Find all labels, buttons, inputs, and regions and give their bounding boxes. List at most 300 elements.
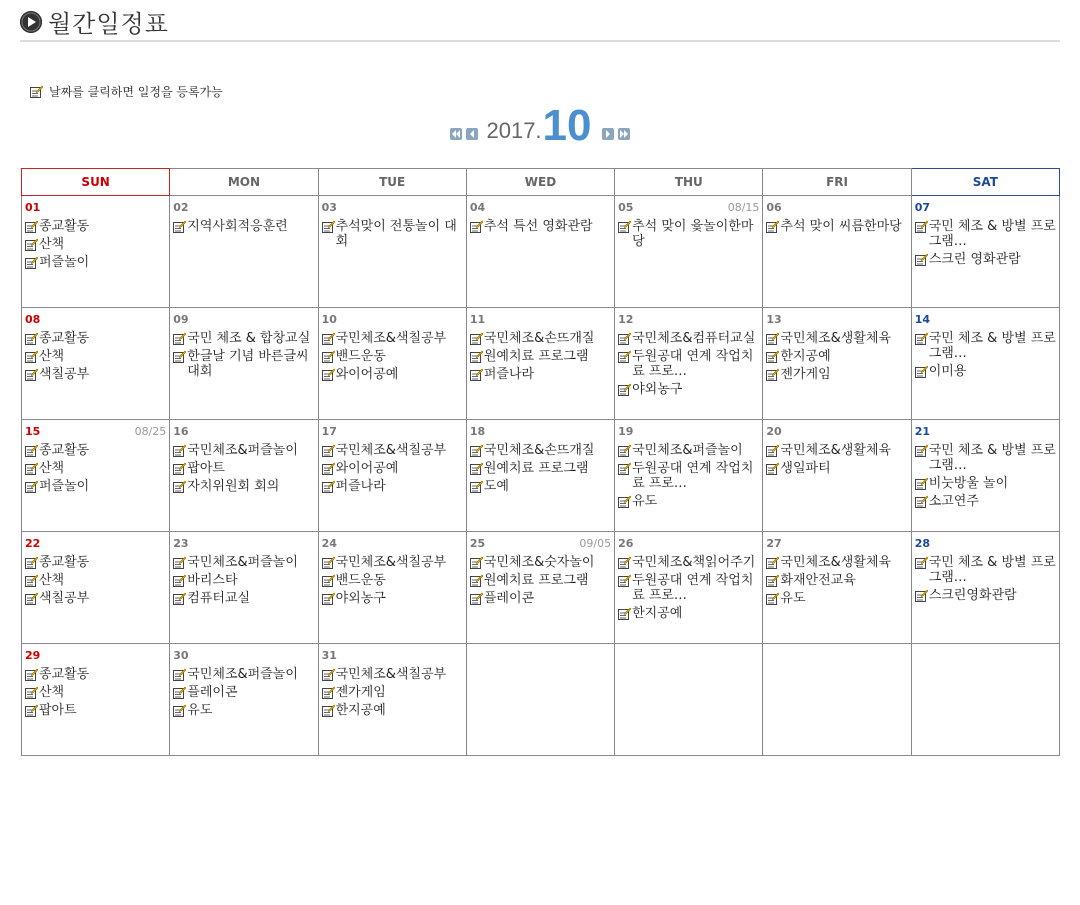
schedule-event[interactable]	[322, 479, 463, 494]
event-title: 국민체조&색칠공부	[335, 443, 447, 458]
day-cell-content	[615, 196, 762, 304]
monthly-calendar	[21, 168, 1060, 756]
schedule-event[interactable]	[470, 219, 611, 234]
schedule-event[interactable]	[470, 461, 611, 476]
calendar-day-cell[interactable]	[763, 196, 911, 308]
day-number[interactable]: 10	[321, 313, 337, 326]
schedule-event[interactable]	[322, 219, 463, 249]
calendar-day-cell[interactable]	[763, 308, 911, 420]
schedule-event[interactable]	[470, 573, 611, 588]
prev-year-button[interactable]	[450, 128, 462, 140]
event-title: 화재안전교육	[780, 573, 856, 588]
calendar-day-cell[interactable]	[466, 420, 614, 532]
day-cell-content	[22, 196, 169, 304]
memo-edit-icon	[470, 444, 483, 457]
memo-edit-icon	[915, 477, 928, 490]
schedule-event[interactable]	[618, 443, 759, 458]
calendar-day-cell[interactable]	[22, 308, 170, 420]
memo-edit-icon	[470, 462, 483, 475]
schedule-event[interactable]	[25, 591, 166, 606]
schedule-event[interactable]	[322, 443, 463, 458]
schedule-event[interactable]	[618, 331, 759, 346]
event-title: 플레이콘	[483, 591, 535, 606]
day-cell-content	[763, 196, 910, 304]
schedule-event[interactable]	[915, 331, 1056, 361]
memo-edit-icon	[470, 368, 483, 381]
memo-edit-icon	[25, 256, 38, 269]
event-title: 와이어공예	[335, 461, 399, 476]
event-title: 자치위원회 회의	[187, 479, 280, 494]
memo-edit-icon	[470, 350, 483, 363]
day-number[interactable]: 14	[914, 313, 930, 326]
schedule-event[interactable]	[322, 591, 463, 606]
event-title: 추석 특선 영화관람	[483, 219, 593, 234]
day-cell-content	[912, 644, 1059, 752]
event-title: 국민체조&생활체육	[780, 443, 892, 458]
day-cell-content	[319, 532, 466, 640]
event-title: 색칠공부	[39, 367, 90, 382]
day-cell-content	[22, 420, 169, 528]
event-title: 국민체조&책읽어주기	[632, 555, 756, 570]
schedule-event[interactable]	[173, 349, 314, 379]
event-title: 팝아트	[187, 461, 225, 476]
day-cell-content	[912, 532, 1059, 640]
memo-edit-icon	[322, 592, 335, 605]
schedule-event[interactable]	[322, 331, 463, 346]
event-title: 바리스타	[187, 573, 238, 588]
schedule-event[interactable]	[25, 255, 166, 270]
schedule-event[interactable]	[470, 331, 611, 346]
memo-edit-icon	[322, 350, 335, 363]
event-title: 국민체조&손뜨개질	[483, 331, 595, 346]
event-title: 국민체조&퍼즐놀이	[187, 443, 298, 458]
day-cell-content	[319, 308, 466, 416]
schedule-event[interactable]	[25, 331, 166, 346]
day-number[interactable]: 25	[469, 537, 486, 550]
memo-edit-icon	[915, 556, 928, 569]
event-title: 한지공예	[335, 703, 386, 718]
memo-edit-icon	[915, 495, 928, 508]
event-title: 유도	[780, 591, 806, 606]
memo-edit-icon	[25, 480, 38, 493]
day-number[interactable]: 04	[469, 201, 486, 214]
schedule-event[interactable]	[322, 685, 463, 700]
schedule-event[interactable]	[322, 667, 463, 682]
memo-edit-icon	[322, 332, 335, 345]
schedule-event[interactable]	[618, 219, 759, 249]
event-title: 팝아트	[39, 703, 77, 718]
calendar-day-cell[interactable]	[318, 532, 466, 644]
schedule-event[interactable]	[618, 573, 759, 603]
memo-edit-icon	[766, 332, 779, 345]
day-number[interactable]: 22	[25, 537, 41, 550]
calendar-day-cell[interactable]	[763, 420, 911, 532]
schedule-event[interactable]	[173, 573, 314, 588]
event-title: 원예치료 프로그램	[483, 349, 589, 364]
event-title: 산책	[39, 461, 65, 476]
schedule-event[interactable]	[173, 219, 314, 234]
calendar-day-cell[interactable]	[615, 196, 763, 308]
weekday-header-row	[22, 169, 1060, 196]
day-number[interactable]: 15	[25, 425, 41, 438]
event-title: 지역사회적응훈련	[187, 219, 288, 234]
schedule-event[interactable]	[25, 479, 166, 494]
schedule-event[interactable]	[915, 219, 1056, 249]
schedule-event[interactable]	[25, 443, 166, 458]
schedule-event[interactable]	[470, 349, 611, 364]
weekday-header-thu: THU	[615, 169, 763, 196]
schedule-event[interactable]	[915, 476, 1056, 491]
day-number[interactable]: 26	[618, 537, 634, 550]
event-title: 산책	[39, 685, 65, 700]
calendar-day-cell[interactable]	[318, 196, 466, 308]
day-cell-content	[22, 644, 169, 752]
schedule-event[interactable]	[173, 667, 314, 682]
schedule-event[interactable]	[322, 573, 463, 588]
day-number[interactable]: 31	[321, 649, 337, 662]
schedule-event[interactable]	[322, 703, 463, 718]
schedule-event[interactable]	[766, 555, 907, 570]
day-number[interactable]: 13	[766, 313, 782, 326]
memo-edit-icon	[173, 704, 186, 717]
schedule-event[interactable]	[766, 367, 907, 382]
memo-edit-icon	[25, 686, 38, 699]
memo-edit-icon	[766, 350, 779, 363]
calendar-day-cell[interactable]	[170, 420, 318, 532]
memo-edit-icon	[173, 462, 186, 475]
memo-edit-icon	[322, 480, 335, 493]
schedule-event[interactable]	[618, 461, 759, 491]
memo-edit-icon	[25, 220, 38, 233]
calendar-day-cell[interactable]	[318, 308, 466, 420]
event-title: 한지공예	[632, 606, 683, 621]
day-cell-content	[170, 196, 317, 304]
day-number[interactable]: 17	[321, 425, 337, 438]
schedule-event[interactable]	[173, 703, 314, 718]
calendar-day-cell[interactable]	[466, 308, 614, 420]
calendar-day-cell[interactable]	[170, 308, 318, 420]
event-title: 두원공대 연계 작업치료 프로…	[632, 461, 754, 491]
calendar-week-row	[22, 644, 1060, 756]
weekday-header-fri: FRI	[763, 169, 911, 196]
schedule-event[interactable]	[25, 349, 166, 364]
calendar-day-cell[interactable]	[911, 420, 1059, 532]
schedule-event[interactable]	[766, 443, 907, 458]
schedule-event[interactable]	[25, 703, 166, 718]
day-cell-content	[615, 644, 762, 752]
schedule-event[interactable]	[766, 591, 907, 606]
event-title: 종교활동	[39, 219, 90, 234]
event-title: 추석 맞이 윷놀이한마당	[632, 219, 754, 249]
event-title: 국민 체조 & 방별 프로그램…	[928, 555, 1056, 585]
register-notice	[30, 83, 223, 100]
calendar-day-cell[interactable]	[170, 196, 318, 308]
memo-edit-icon	[766, 556, 779, 569]
event-title: 퍼즐놀이	[39, 255, 90, 270]
day-number[interactable]: 27	[766, 537, 782, 550]
schedule-event[interactable]	[322, 367, 463, 382]
schedule-event[interactable]	[470, 555, 611, 570]
memo-edit-icon	[618, 332, 631, 345]
schedule-event[interactable]	[322, 461, 463, 476]
schedule-event[interactable]	[618, 555, 759, 570]
day-number[interactable]: 21	[914, 425, 930, 438]
day-number[interactable]: 29	[25, 649, 41, 662]
memo-edit-icon	[322, 444, 335, 457]
day-cell-content	[467, 308, 614, 416]
day-number[interactable]: 05	[618, 201, 634, 214]
calendar-day-cell[interactable]	[466, 196, 614, 308]
schedule-event[interactable]	[25, 367, 166, 382]
event-title: 와이어공예	[335, 367, 399, 382]
memo-edit-icon	[766, 368, 779, 381]
day-number[interactable]: 30	[173, 649, 189, 662]
schedule-event[interactable]	[25, 667, 166, 682]
calendar-day-cell	[615, 644, 763, 756]
day-number[interactable]: 24	[321, 537, 337, 550]
memo-edit-icon	[25, 462, 38, 475]
day-number[interactable]: 23	[173, 537, 189, 550]
schedule-event[interactable]	[173, 479, 314, 494]
event-title: 한지공예	[780, 349, 831, 364]
page-title: 월간일정표	[48, 10, 169, 38]
event-title: 종교활동	[39, 331, 90, 346]
schedule-event[interactable]	[915, 364, 1056, 379]
memo-edit-icon	[25, 332, 38, 345]
schedule-event[interactable]	[173, 591, 314, 606]
calendar-day-cell[interactable]	[318, 420, 466, 532]
calendar-week-row	[22, 532, 1060, 644]
calendar-day-cell[interactable]	[466, 532, 614, 644]
calendar-day-cell[interactable]	[911, 308, 1059, 420]
schedule-event[interactable]	[618, 349, 759, 379]
memo-edit-icon	[618, 444, 631, 457]
memo-edit-icon	[915, 589, 928, 602]
schedule-event[interactable]	[766, 331, 907, 346]
day-number[interactable]: 19	[618, 425, 634, 438]
schedule-event[interactable]	[915, 494, 1056, 509]
event-title: 추석맞이 전통놀이 대회	[335, 219, 457, 249]
calendar-day-cell[interactable]	[22, 420, 170, 532]
day-number[interactable]: 11	[469, 313, 486, 326]
calendar-day-cell	[911, 644, 1059, 756]
memo-edit-icon	[25, 704, 38, 717]
schedule-event[interactable]	[173, 443, 314, 458]
schedule-event[interactable]	[470, 591, 611, 606]
weekday-header-wed: WED	[466, 169, 614, 196]
schedule-event[interactable]	[25, 461, 166, 476]
schedule-event[interactable]	[25, 555, 166, 570]
calendar-day-cell[interactable]	[318, 644, 466, 756]
schedule-event[interactable]	[470, 443, 611, 458]
schedule-event[interactable]	[915, 588, 1056, 603]
chevron-left-icon	[468, 130, 476, 138]
event-title: 젠가게임	[335, 685, 386, 700]
memo-edit-icon	[915, 444, 928, 457]
schedule-event[interactable]	[173, 331, 314, 346]
day-number[interactable]: 09	[173, 313, 189, 326]
memo-edit-icon	[173, 480, 186, 493]
memo-edit-icon	[322, 686, 335, 699]
schedule-event[interactable]	[915, 252, 1056, 267]
day-number[interactable]: 03	[321, 201, 337, 214]
schedule-event[interactable]	[173, 685, 314, 700]
day-number[interactable]: 18	[469, 425, 486, 438]
memo-edit-icon	[618, 607, 631, 620]
current-year: 2017.	[486, 118, 542, 143]
page-header	[20, 2, 1060, 42]
calendar-day-cell[interactable]	[22, 196, 170, 308]
memo-edit-icon	[173, 686, 186, 699]
next-month-button[interactable]	[602, 128, 614, 140]
event-title: 종교활동	[39, 443, 90, 458]
event-title: 국민 체조 & 방별 프로그램…	[928, 331, 1056, 361]
lunar-date: 08/25	[134, 425, 167, 438]
day-number[interactable]: 20	[766, 425, 782, 438]
event-title: 원예치료 프로그램	[483, 461, 589, 476]
schedule-event[interactable]	[618, 382, 759, 397]
day-number[interactable]: 08	[25, 313, 41, 326]
event-title: 국민체조&색칠공부	[335, 331, 447, 346]
day-cell-content	[912, 308, 1059, 416]
event-title: 국민 체조 & 방별 프로그램…	[928, 219, 1056, 249]
day-number[interactable]: 02	[173, 201, 189, 214]
memo-edit-icon	[25, 350, 38, 363]
event-title: 산책	[39, 349, 65, 364]
memo-edit-icon	[25, 668, 38, 681]
event-title: 국민체조&색칠공부	[335, 555, 447, 570]
day-cell-content	[22, 308, 169, 416]
calendar-week-row	[22, 420, 1060, 532]
memo-edit-icon	[618, 383, 631, 396]
event-title: 퍼즐나라	[483, 367, 535, 382]
event-title: 두원공대 연계 작업치료 프로…	[632, 349, 754, 379]
schedule-event[interactable]	[915, 555, 1056, 585]
weekday-header-tue: TUE	[318, 169, 466, 196]
schedule-event[interactable]	[618, 606, 759, 621]
schedule-event[interactable]	[25, 237, 166, 252]
memo-edit-icon	[915, 253, 928, 266]
current-month: 10	[542, 101, 592, 150]
event-title: 한글날 기념 바른글씨 대회	[187, 349, 309, 379]
calendar-day-cell[interactable]	[763, 532, 911, 644]
memo-edit-icon	[173, 668, 186, 681]
memo-edit-icon	[322, 220, 335, 233]
day-cell-content	[615, 308, 762, 416]
event-title: 젠가게임	[780, 367, 831, 382]
day-number[interactable]: 07	[914, 201, 930, 214]
day-number[interactable]: 01	[25, 201, 41, 214]
chevron-right-icon	[604, 130, 612, 138]
day-cell-content	[467, 420, 614, 528]
day-number[interactable]: 16	[173, 425, 189, 438]
event-title: 국민체조&퍼즐놀이	[187, 555, 298, 570]
event-title: 소고연주	[928, 494, 979, 509]
event-title: 밴드운동	[335, 573, 386, 588]
event-title: 색칠공부	[39, 591, 90, 606]
calendar-day-cell[interactable]	[22, 532, 170, 644]
schedule-event[interactable]	[470, 367, 611, 382]
event-title: 추석 맞이 씨름한마당	[780, 219, 902, 234]
calendar-day-cell[interactable]	[170, 532, 318, 644]
memo-edit-icon	[30, 85, 43, 98]
schedule-event[interactable]	[173, 461, 314, 476]
calendar-day-cell[interactable]	[22, 644, 170, 756]
day-cell-content	[319, 644, 466, 752]
event-title: 플레이콘	[187, 685, 238, 700]
event-title: 국민체조&생활체육	[780, 555, 892, 570]
memo-edit-icon	[25, 368, 38, 381]
memo-edit-icon	[915, 332, 928, 345]
schedule-event[interactable]	[618, 494, 759, 509]
schedule-event[interactable]	[766, 573, 907, 588]
schedule-event[interactable]	[322, 555, 463, 570]
next-year-button[interactable]	[618, 128, 630, 140]
day-number[interactable]: 28	[914, 537, 930, 550]
schedule-event[interactable]	[470, 479, 611, 494]
memo-edit-icon	[173, 574, 186, 587]
schedule-event[interactable]	[25, 219, 166, 234]
day-number[interactable]: 12	[618, 313, 634, 326]
schedule-event[interactable]	[322, 349, 463, 364]
double-chevron-right-icon	[619, 130, 629, 138]
event-title: 종교활동	[39, 667, 90, 682]
memo-edit-icon	[766, 592, 779, 605]
calendar-day-cell[interactable]	[615, 532, 763, 644]
day-cell-content	[763, 420, 910, 528]
memo-edit-icon	[618, 462, 631, 475]
memo-edit-icon	[25, 592, 38, 605]
schedule-event[interactable]	[915, 443, 1056, 473]
memo-edit-icon	[766, 220, 779, 233]
schedule-event[interactable]	[766, 349, 907, 364]
memo-edit-icon	[173, 592, 186, 605]
month-navigator	[0, 101, 1080, 150]
memo-edit-icon	[173, 350, 186, 363]
event-title: 종교활동	[39, 555, 90, 570]
event-title: 국민체조&색칠공부	[335, 667, 447, 682]
weekday-header-sat: SAT	[911, 169, 1059, 196]
event-title: 야외농구	[335, 591, 386, 606]
schedule-event[interactable]	[766, 461, 907, 476]
event-title: 비눗방울 놀이	[928, 476, 1009, 491]
memo-edit-icon	[322, 574, 335, 587]
schedule-event[interactable]	[25, 685, 166, 700]
schedule-event[interactable]	[766, 219, 907, 234]
memo-edit-icon	[173, 556, 186, 569]
event-title: 국민체조&컴퓨터교실	[632, 331, 756, 346]
memo-edit-icon	[618, 350, 631, 363]
event-title: 밴드운동	[335, 349, 386, 364]
calendar-day-cell[interactable]	[615, 420, 763, 532]
day-number[interactable]: 06	[766, 201, 782, 214]
calendar-day-cell[interactable]	[911, 532, 1059, 644]
memo-edit-icon	[25, 574, 38, 587]
memo-edit-icon	[766, 574, 779, 587]
memo-edit-icon	[25, 556, 38, 569]
memo-edit-icon	[25, 238, 38, 251]
event-title: 도예	[483, 479, 509, 494]
calendar-day-cell[interactable]	[615, 308, 763, 420]
calendar-day-cell	[763, 644, 911, 756]
calendar-day-cell[interactable]	[170, 644, 318, 756]
prev-month-button[interactable]	[466, 128, 478, 140]
calendar-day-cell[interactable]	[911, 196, 1059, 308]
day-cell-content	[912, 196, 1059, 304]
schedule-event[interactable]	[173, 555, 314, 570]
memo-edit-icon	[470, 332, 483, 345]
schedule-event[interactable]	[25, 573, 166, 588]
